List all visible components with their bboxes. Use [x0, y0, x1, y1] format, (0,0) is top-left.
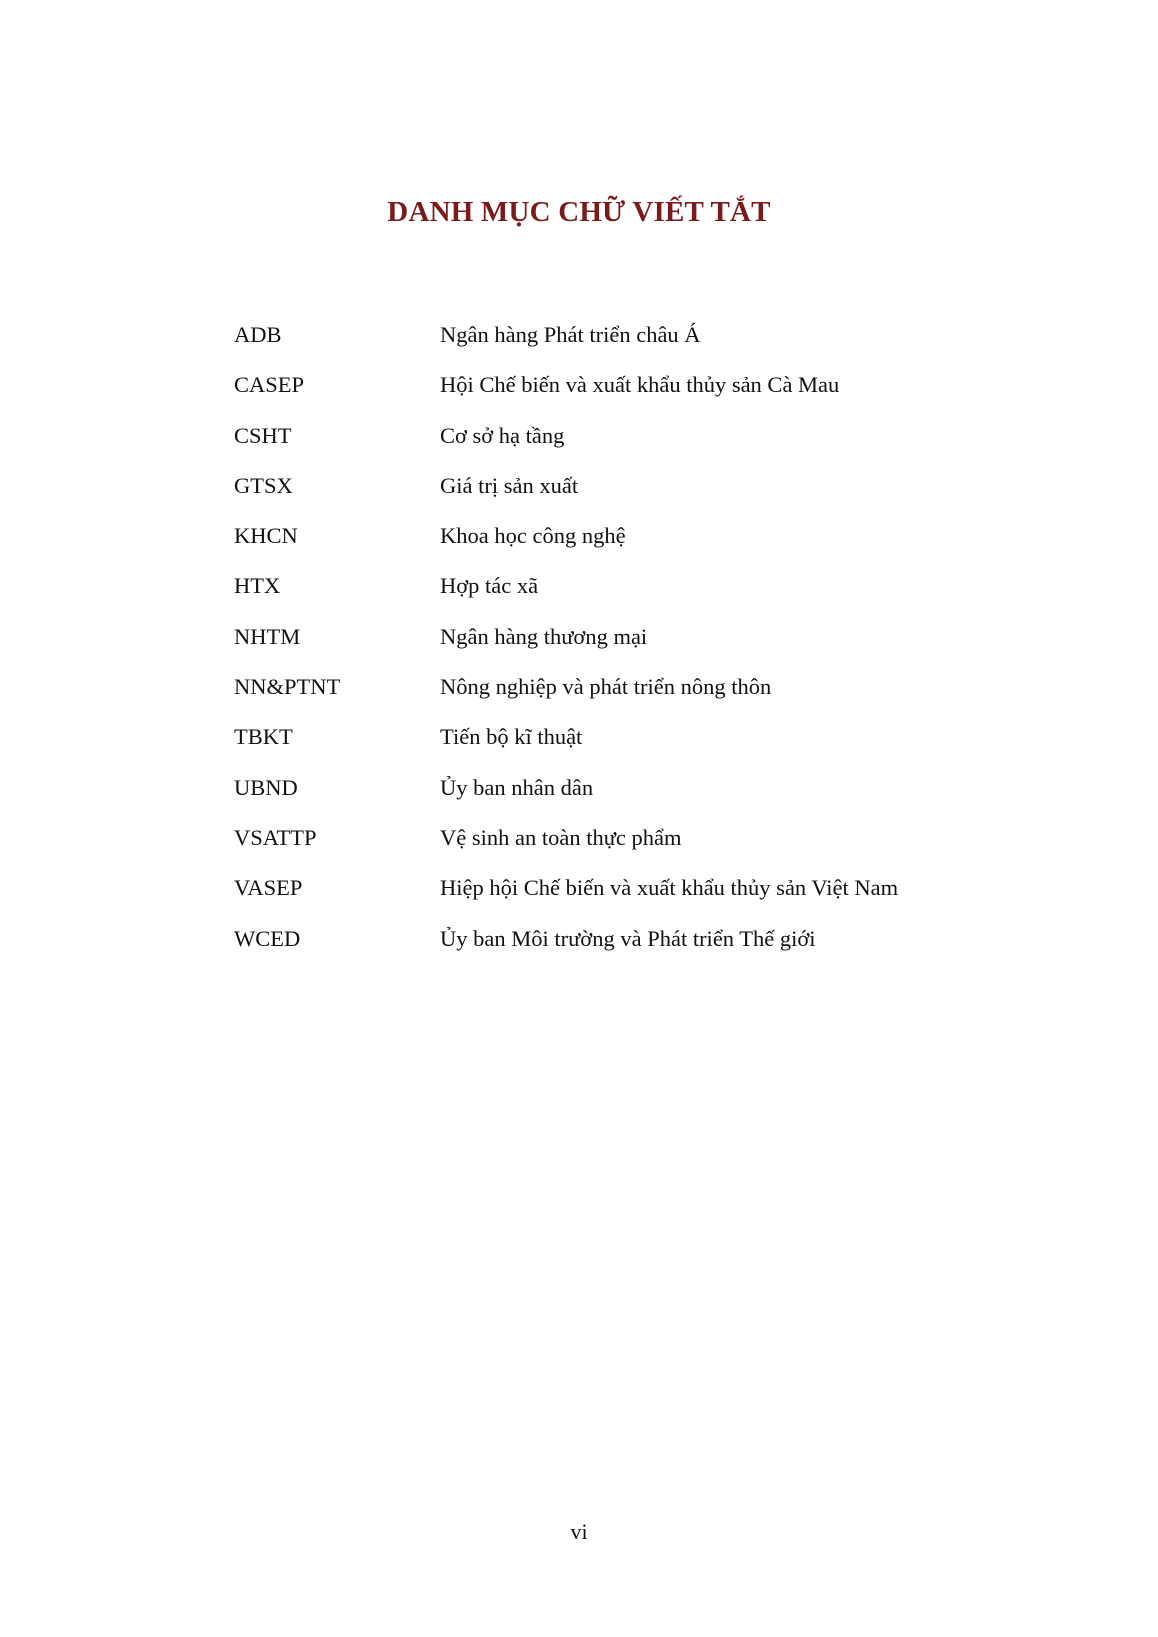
list-item [234, 871, 1034, 921]
page-title: DANH MỤC CHỮ VIẾT TẮT [387, 196, 771, 228]
abbreviation-definition: Vệ sinh an toàn thực phẩm [440, 824, 682, 850]
abbreviation-term: VSATTP [234, 824, 317, 850]
abbreviation-definition: Giá trị sản xuất [440, 472, 579, 498]
abbreviation-term: VASEP [234, 875, 303, 901]
abbreviation-term: ADB [234, 322, 282, 347]
list-item [234, 720, 1034, 770]
abbreviation-term: KHCN [234, 523, 298, 549]
abbreviation-definition: Ngân hàng thương mại [440, 623, 648, 649]
list-item [234, 419, 1034, 469]
abbreviation-term: NN&PTNT [234, 674, 341, 700]
abbreviation-term: UBND [234, 774, 298, 800]
abbreviation-term: CSHT [234, 422, 292, 448]
abbreviation-definition: Hiệp hội Chế biến và xuất khẩu thủy sản Việt Nam [440, 875, 899, 901]
abbreviation-term: TBKT [234, 724, 293, 750]
abbreviation-term: HTX [234, 573, 281, 599]
abbreviation-term: NHTM [234, 623, 301, 649]
list-item [234, 569, 1034, 619]
abbreviation-definition: Ủy ban nhân dân [440, 774, 594, 800]
abbreviation-definition: Hợp tác xã [440, 573, 539, 599]
list-item [234, 771, 1034, 821]
list-item [234, 368, 1034, 418]
list-item [234, 821, 1034, 871]
list-item [234, 670, 1034, 720]
abbreviation-term: WCED [234, 925, 301, 951]
abbreviation-definition: Khoa học công nghệ [440, 523, 626, 549]
abbreviation-definition: Ngân hàng Phát triển châu Á [440, 322, 701, 347]
abbreviation-definition: Cơ sở hạ tầng [440, 422, 565, 448]
abbreviation-list [234, 318, 1034, 972]
abbreviation-definition: Nông nghiệp và phát triển nông thôn [440, 674, 772, 700]
list-item [234, 469, 1034, 519]
abbreviation-definition: Tiến bộ kĩ thuật [440, 724, 583, 750]
abbreviation-term: CASEP [234, 372, 305, 398]
list-item [234, 519, 1034, 569]
list-item [234, 922, 1034, 972]
abbreviation-definition: Hội Chế biến và xuất khẩu thủy sản Cà Mau [440, 372, 840, 398]
list-item [234, 620, 1034, 670]
abbreviation-term: GTSX [234, 472, 293, 498]
list-item [234, 318, 1034, 368]
page-number: vi [570, 1519, 588, 1544]
abbreviation-definition: Ủy ban Môi trường và Phát triển Thế giới [440, 925, 816, 951]
